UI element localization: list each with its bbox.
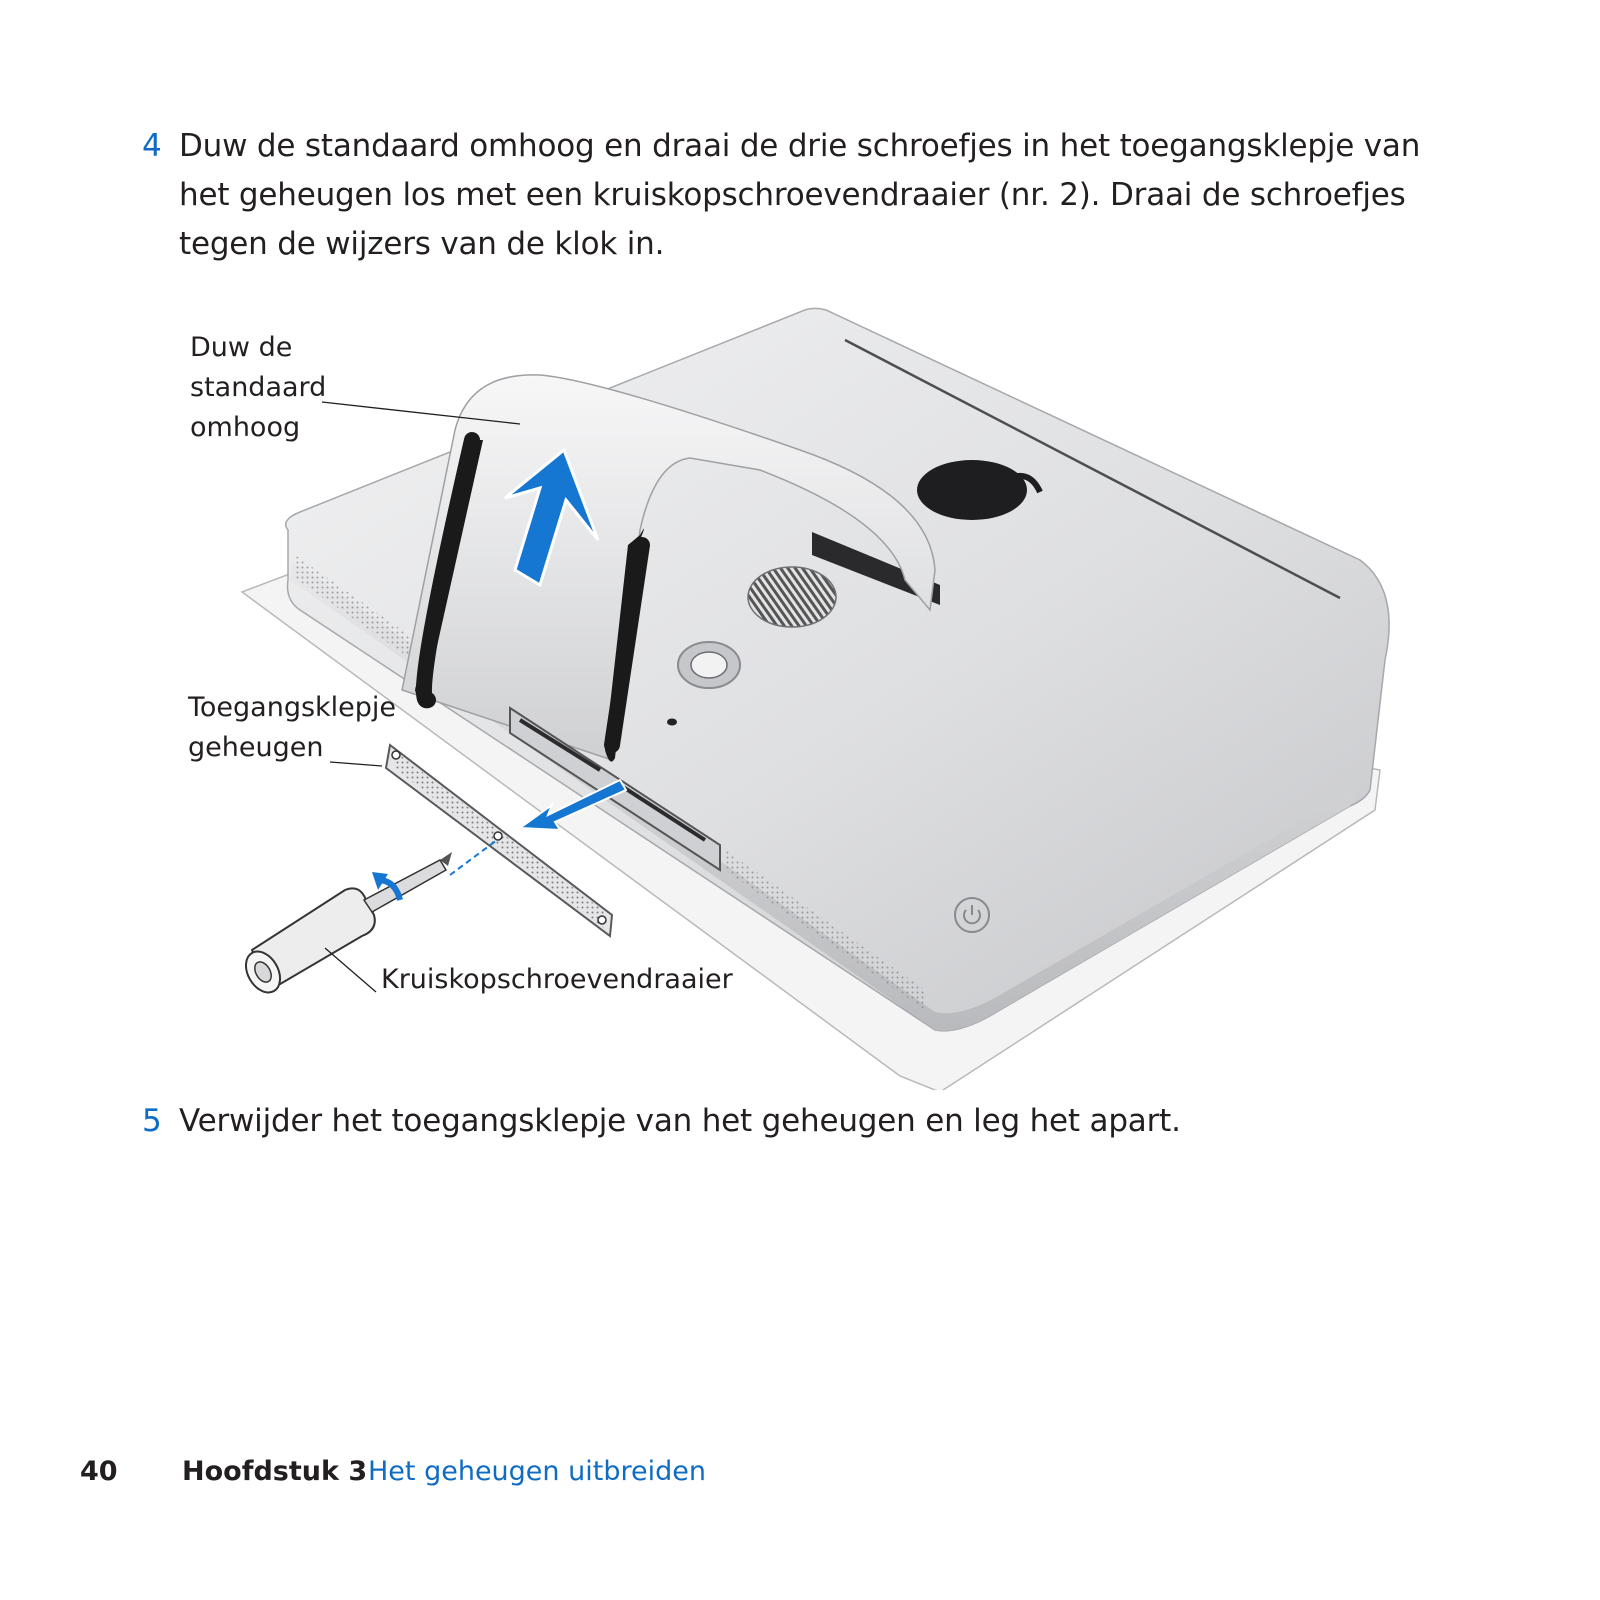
step-number: 5 (142, 1103, 162, 1139)
power-port-icon (678, 642, 740, 688)
page-number: 40 (80, 1456, 118, 1487)
step-text: Verwijder het toegangsklepje van het geheugen en leg het apart. (179, 1103, 1181, 1139)
fan-grill (748, 567, 836, 627)
callout-screwdriver: Kruiskopschroevendraaier (381, 964, 733, 995)
step-4 (142, 122, 1472, 269)
callout-memory-door: Toegangsklepje geheugen (188, 692, 397, 763)
chapter-title: Het geheugen uitbreiden (368, 1456, 706, 1487)
step-text: Duw de standaard omhoog en draai de drie schroefjes in het toegangsklepje van het geheugen los met een kruiskopschroevendraaier (nr. 2). Draai de schroefjes tegen de wijzers van de klok in. (179, 128, 1421, 262)
callout-stand: Duw de standaard omhoog (190, 332, 327, 443)
step-5 (142, 1097, 1472, 1146)
ir-sensor (667, 719, 677, 726)
step-number: 4 (142, 128, 162, 164)
chapter-label: Hoofdstuk 3 (182, 1456, 368, 1487)
